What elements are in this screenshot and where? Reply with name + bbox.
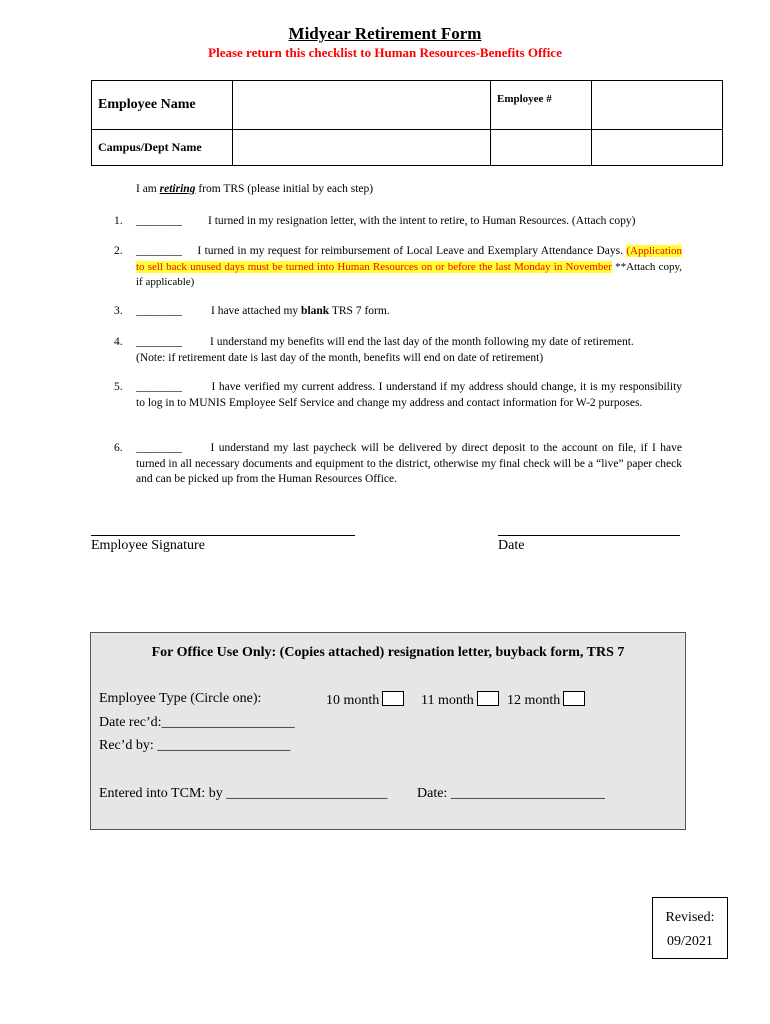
- campus-dept-field-2[interactable]: [491, 129, 592, 165]
- form-title: Midyear Retirement Form: [288, 24, 482, 43]
- date-line[interactable]: [498, 535, 680, 536]
- revised-date: 09/2021: [667, 934, 713, 949]
- employee-signature-line[interactable]: [91, 535, 355, 536]
- item-body: [136, 380, 682, 411]
- employee-type-label: Employee Type (Circle one):: [99, 691, 262, 706]
- item-number: 5.: [114, 381, 123, 393]
- intro-prefix: I am: [136, 183, 160, 195]
- form-subtitle: Please return this checklist to Human Resources-Benefits Office: [208, 45, 562, 60]
- option-12-checkbox[interactable]: [563, 691, 585, 706]
- initial-blank[interactable]: ________: [136, 215, 182, 227]
- highlight-note: (Application to sell back unused days must be turned into Human Resources on or before the last Monday in November: [136, 245, 682, 273]
- option-10-checkbox[interactable]: [382, 691, 404, 706]
- item-text: I have verified my current address. I understand if my address should change, it is my responsibility to log in to MUNIS Employee Self Service and change my address and contact information for W-2 purposes.: [136, 381, 683, 409]
- option-11-checkbox[interactable]: [477, 691, 499, 706]
- campus-dept-label: Campus/Dept Name: [92, 129, 233, 165]
- campus-dept-field[interactable]: [233, 129, 491, 165]
- employee-info-table: [91, 80, 723, 166]
- revised-box: [652, 897, 728, 959]
- item-body: [136, 244, 682, 291]
- campus-dept-field-3[interactable]: [592, 129, 723, 165]
- intro-text: [136, 183, 373, 195]
- office-use-box: [90, 632, 686, 830]
- employee-number-field[interactable]: [592, 81, 723, 130]
- option-11-month[interactable]: [421, 691, 499, 709]
- option-11-label: 11 month: [421, 693, 474, 708]
- item-text: [211, 304, 390, 320]
- item-text-bold: blank: [301, 305, 330, 317]
- initial-blank[interactable]: ________: [136, 381, 182, 393]
- office-use-heading: For Office Use Only: (Copies attached) resignation letter, buyback form, TRS 7: [151, 645, 625, 660]
- date-received-field[interactable]: Date rec’d:___________________: [99, 715, 295, 730]
- initial-blank[interactable]: ________: [136, 336, 182, 348]
- initial-blank[interactable]: ________: [136, 442, 182, 454]
- intro-suffix: from TRS (please initial by each step): [195, 183, 374, 195]
- intro-retiring: retiring: [159, 183, 196, 195]
- option-10-label: 10 month: [326, 693, 380, 708]
- received-by-field[interactable]: Rec’d by: ___________________: [99, 738, 291, 753]
- option-10-month[interactable]: [326, 691, 404, 709]
- item-text: I turned in my resignation letter, with the intent to retire, to Human Resources. (Attach copy): [208, 215, 636, 227]
- option-12-month[interactable]: [507, 691, 585, 709]
- item-after: **Attach copy, if applicable): [136, 260, 682, 288]
- item-text: I turned in my request for reimbursement of Local Leave and Exemplary Attendance Days.: [197, 245, 623, 257]
- item-number: 4.: [114, 336, 123, 348]
- item-note: (Note: if retirement date is last day of the month, benefits will end on date of retirement): [136, 352, 544, 364]
- entered-tcm-field[interactable]: Entered into TCM: by _______________________: [99, 786, 388, 801]
- option-12-label: 12 month: [507, 693, 561, 708]
- item-number: 3.: [114, 305, 123, 317]
- item-text-pre: I have attached my: [211, 305, 302, 317]
- item-number: 1.: [114, 215, 123, 227]
- initial-blank[interactable]: ________: [136, 245, 182, 257]
- employee-name-field[interactable]: [233, 81, 491, 130]
- item-number: 6.: [114, 442, 123, 454]
- tcm-date-field[interactable]: Date: ______________________: [417, 786, 605, 801]
- employee-name-label: Employee Name: [92, 81, 233, 130]
- initial-blank[interactable]: ________: [136, 305, 182, 317]
- revised-label: Revised:: [665, 910, 715, 925]
- item-text-post: TRS 7 form.: [329, 305, 390, 317]
- item-text: I understand my benefits will end the last day of the month following my date of retirement.: [210, 336, 634, 348]
- employee-number-label: Employee #: [491, 81, 592, 130]
- item-body: [136, 441, 682, 488]
- item-number: 2.: [114, 245, 123, 257]
- date-label: Date: [498, 538, 525, 553]
- item-text: I understand my last paycheck will be delivered by direct deposit to the account on file, if I have turned in all necessary documents and equipment to the district, otherwise my final check will be a “live” paper check and can be picked up from the Human Resources Office.: [136, 442, 683, 485]
- employee-signature-label: Employee Signature: [91, 538, 205, 553]
